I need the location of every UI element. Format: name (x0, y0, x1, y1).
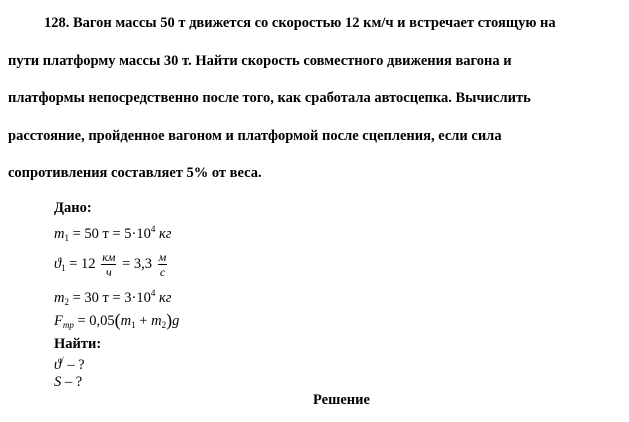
solution-heading: Решение (313, 392, 370, 408)
find-v-question: – ? (63, 357, 85, 373)
ftr-value: = 0,05 (73, 313, 115, 329)
m1-subscript: 1 (64, 233, 69, 243)
v1-fraction-1 (101, 250, 116, 279)
v1-f2-numerator: м (158, 250, 167, 264)
ftr-m2: m (151, 313, 162, 329)
problem-line-2: пути платформу массы 30 т. Найти скорость совместного движения вагона и (8, 53, 512, 69)
given-m2 (54, 288, 171, 307)
find-distance (54, 374, 82, 391)
v1-symbol: ϑ (54, 255, 62, 272)
v1-fraction-2 (158, 250, 168, 279)
given-heading: Дано: (54, 200, 92, 216)
ftr-symbol: F (54, 313, 63, 329)
m2-unit: кг (159, 290, 172, 306)
m1-value: = 50 т = 5·10 (68, 226, 151, 242)
given-ftr (54, 310, 179, 331)
m2-exponent: 4 (150, 288, 156, 298)
ftr-subscript: тр (62, 320, 74, 330)
m1-symbol: m (54, 226, 65, 242)
given-v1 (54, 250, 169, 279)
m2-symbol: m (54, 290, 65, 306)
m1-unit: кг (159, 226, 172, 242)
v1-f1-denominator: ч (105, 265, 112, 279)
find-s-symbol: S (54, 374, 62, 390)
problem-line-5: сопротивления составляет 5% от веса. (8, 165, 262, 181)
ftr-m2-subscript: 2 (161, 320, 167, 330)
v1-f2-denominator: с (159, 265, 166, 279)
v1-mid: = 3,3 (118, 255, 156, 272)
ftr-plus: + (135, 313, 152, 329)
find-v-prime: / (61, 355, 64, 365)
ftr-paren-close: ) (166, 310, 173, 330)
ftr-m1: m (120, 313, 132, 329)
find-v-symbol: ϑ (54, 357, 62, 373)
m2-value: = 30 т = 3·10 (68, 290, 151, 306)
ftr-m1-subscript: 1 (131, 320, 136, 330)
v1-f1-numerator: км (102, 250, 116, 264)
find-heading: Найти: (54, 336, 102, 352)
v1-pre: = 12 (65, 255, 100, 272)
ftr-paren-open: ( (114, 310, 121, 330)
problem-line-1: 128. Вагон массы 50 т движется со скоростью 12 км/ч и встречает стоящую на (44, 15, 556, 31)
find-s-question: – ? (61, 374, 83, 390)
ftr-g: g (172, 313, 180, 329)
m2-subscript: 2 (64, 297, 69, 307)
find-velocity (54, 355, 85, 374)
problem-line-3: платформы непосредственно после того, как сработала автосцепка. Вычислить (8, 90, 531, 106)
m1-exponent: 4 (150, 224, 156, 234)
problem-line-4: расстояние, пройденное вагоном и платформой после сцепления, если сила (8, 128, 502, 144)
v1-subscript: 1 (61, 262, 66, 273)
given-m1 (54, 224, 171, 243)
